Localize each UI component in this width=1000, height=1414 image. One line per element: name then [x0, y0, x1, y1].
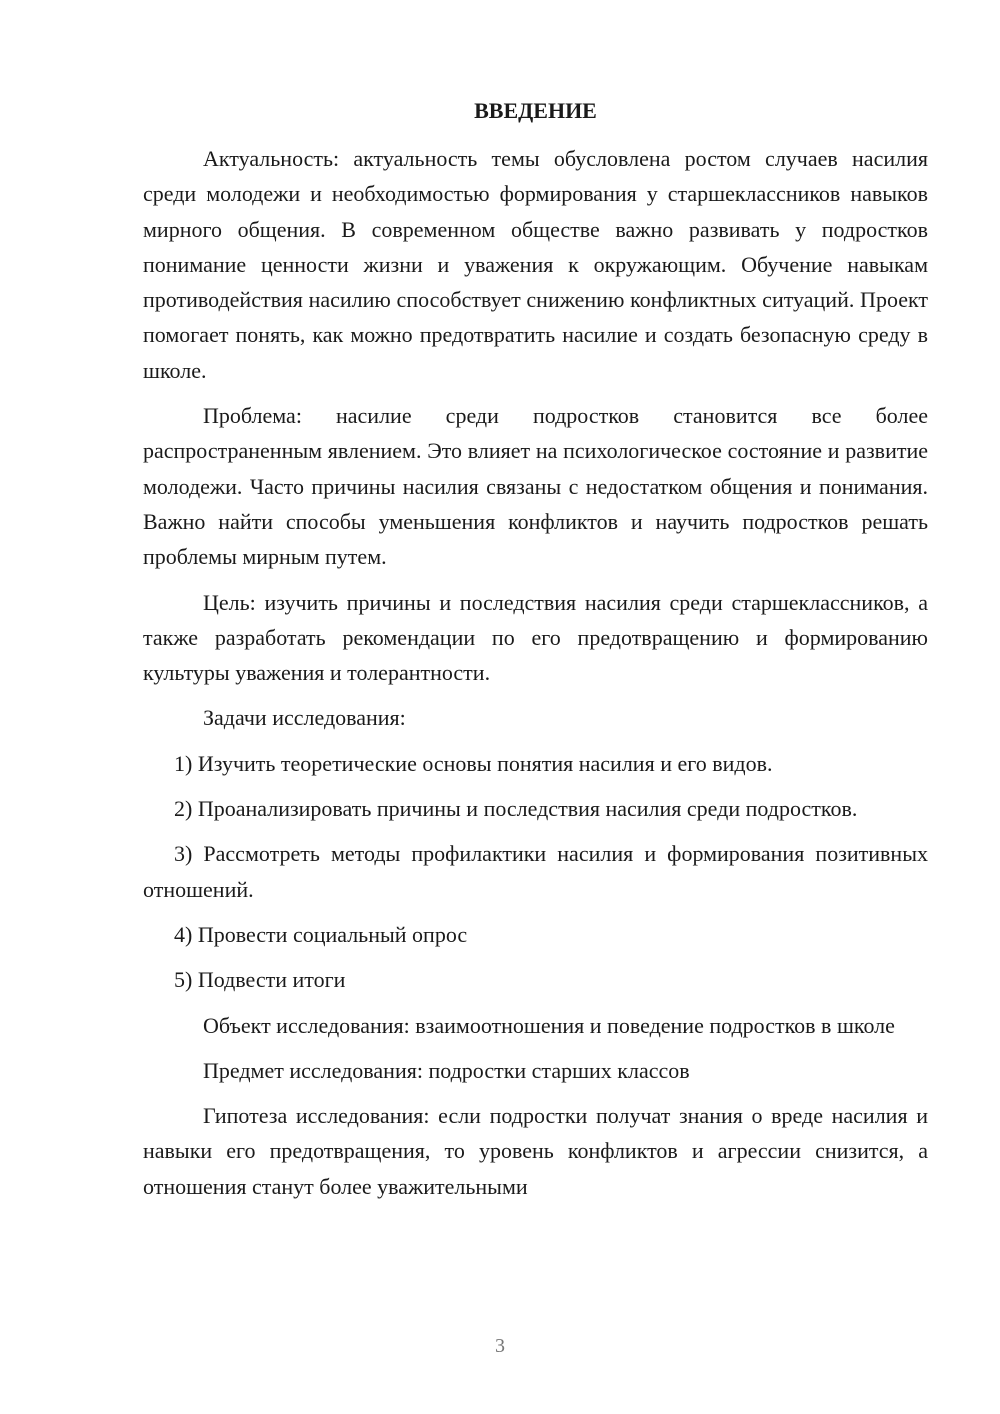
paragraph-subject: Предмет исследования: подростки старших классов — [203, 1057, 690, 1083]
paragraph-problem: Проблема: насилие среди подростков становится все более распространенным явлением. Это влияет на психологическое состояние и развитие молодежи. Часто причины насилия связаны с недостатком общения и понимания. Важно найти способы уменьшения конфликтов и научить подростков решать проблемы мирным путем. — [143, 403, 928, 570]
list-item-task-4: 4) Провести социальный опрос — [174, 921, 468, 947]
page-number: 3 — [495, 1335, 505, 1357]
paragraph-hypothesis: Гипотеза исследования: если подростки получат знания о вреде насилия и навыки его предотвращения, то уровень конфликтов и агрессии снизится, а отношения станут более уважительными — [143, 1103, 928, 1199]
list-item-task-1: 1) Изучить теоретические основы понятия насилия и его видов. — [174, 750, 773, 776]
paragraph-relevance: Актуальность: актуальность темы обусловлена ростом случаев насилия среди молодежи и необходимостью формирования у старшеклассников навыков мирного общения. В современном обществе важно развивать у подростков понимание ценности жизни и уважения к окружающим. Обучение навыкам противодействия насилию способствует снижению конфликтных ситуаций. Проект помогает понять, как можно предотвратить насилие и создать безопасную среду в школе. — [143, 146, 928, 383]
list-item-task-5: 5) Подвести итоги — [174, 967, 346, 993]
list-item-task-3: 3) Рассмотреть методы профилактики насилия и формирования позитивных отношений. — [143, 841, 928, 902]
paragraph-tasks-heading: Задачи исследования: — [203, 705, 406, 731]
list-item-task-2: 2) Проанализировать причины и последствия насилия среди подростков. — [174, 796, 858, 822]
paragraph-object: Объект исследования: взаимоотношения и поведение подростков в школе — [203, 1012, 895, 1038]
document-page — [143, 93, 928, 1214]
paragraph-goal: Цель: изучить причины и последствия насилия среди старшеклассников, а также разработать рекомендации по его предотвращению и формированию культуры уважения и толерантности. — [143, 589, 928, 686]
page-title: ВВЕДЕНИЕ — [474, 98, 597, 123]
